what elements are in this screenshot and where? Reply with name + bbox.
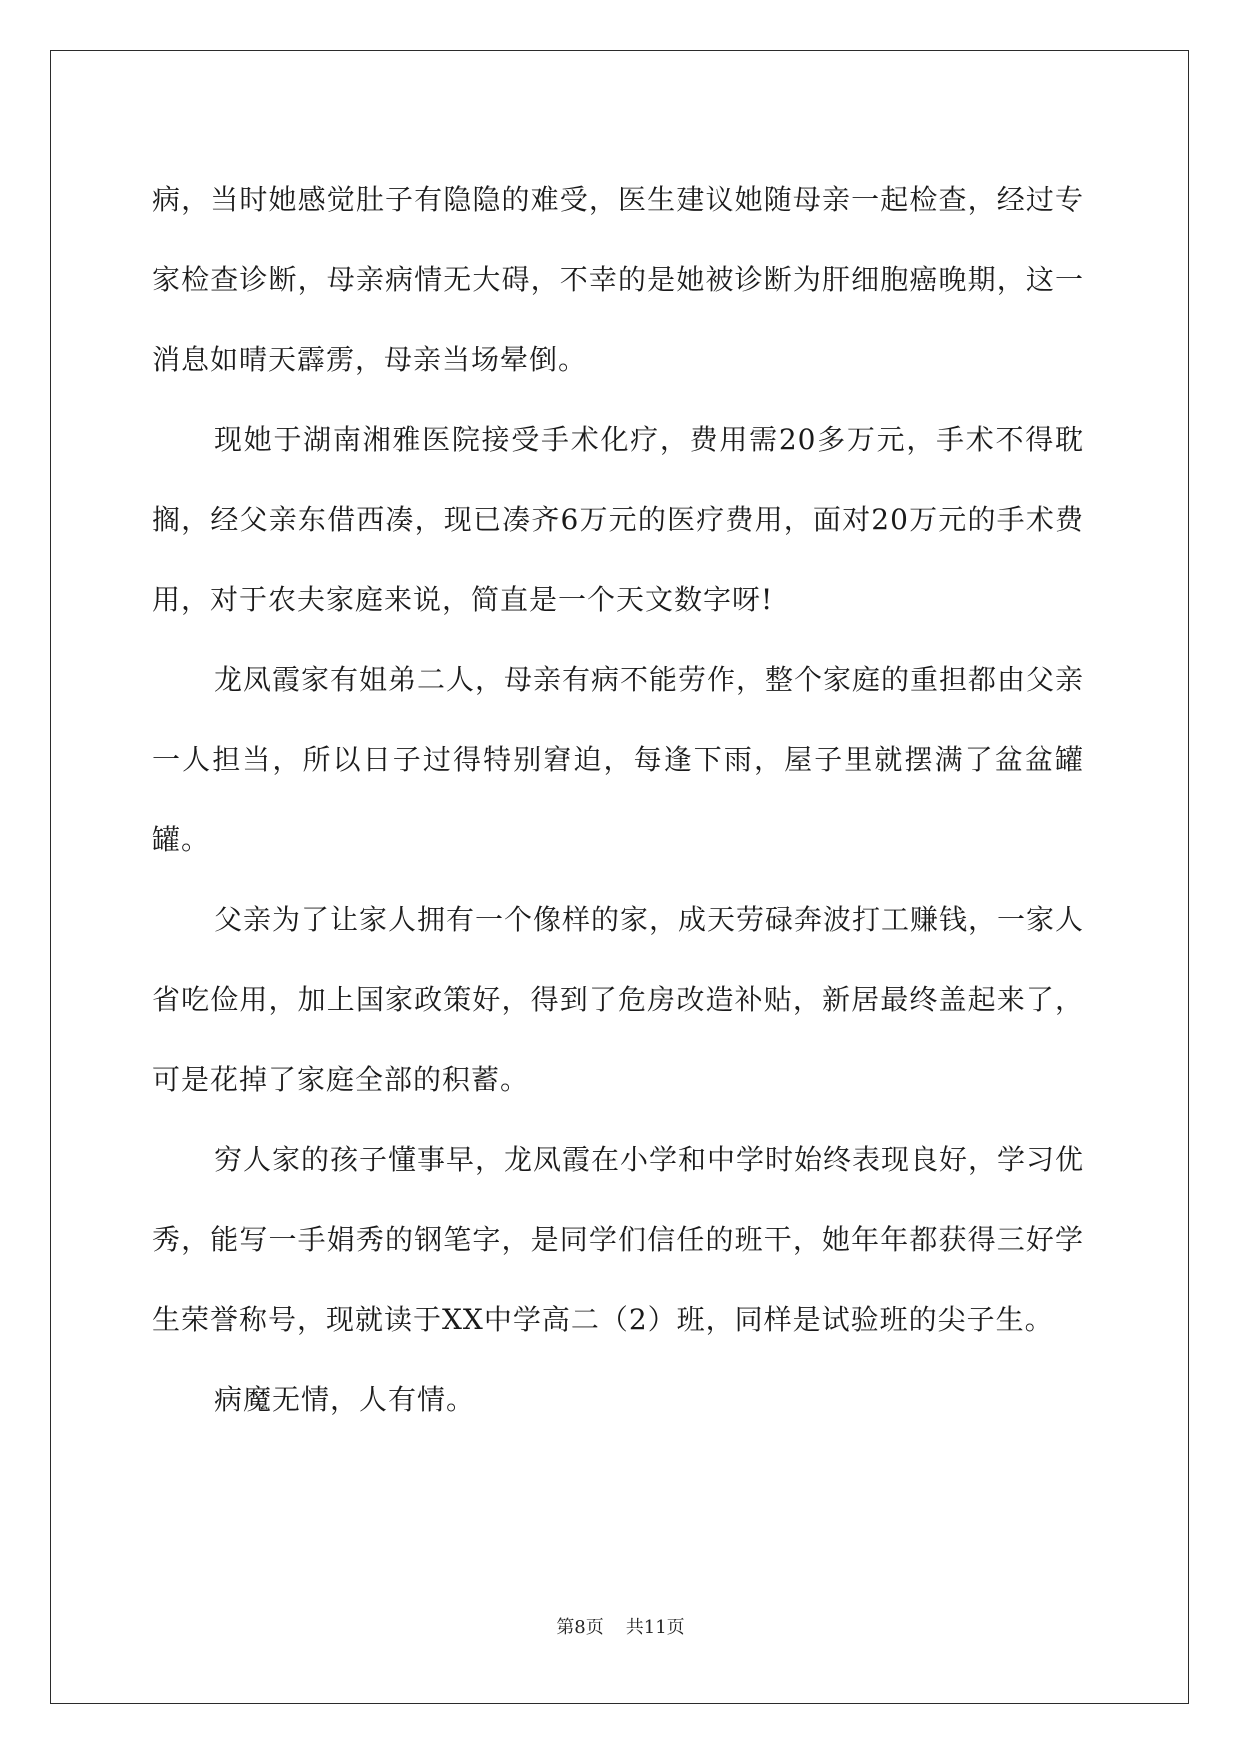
document-body <box>152 160 1084 1440</box>
paragraph: 病魔无情，人有情。 <box>214 1383 476 1416</box>
paragraph-continued: 病，当时她感觉肚子有隐隐的难受，医生建议她随母亲一起检查，经过专家检查诊断，母亲病情无大碍，不幸的是她被诊断为肝细胞癌晚期，这一消息如晴天霹雳，母亲当场晕倒。 <box>152 183 1084 376</box>
paragraph: 龙凤霞家有姐弟二人，母亲有病不能劳作，整个家庭的重担都由父亲一人担当，所以日子过得特别窘迫，每逢下雨，屋子里就摆满了盆盆罐罐。 <box>152 663 1085 856</box>
paragraph: 穷人家的孩子懂事早，龙凤霞在小学和中学时始终表现良好，学习优秀，能写一手娟秀的钢笔字，是同学们信任的班干，她年年都获得三好学生荣誉称号，现就读于XX中学高二（2）班，同样是试验班的尖子生。 <box>152 1143 1085 1336</box>
page-number-total: 共11页 <box>625 1617 685 1638</box>
page-footer <box>0 1616 1241 1640</box>
paragraph: 现她于湖南湘雅医院接受手术化疗，费用需20多万元，手术不得耽搁，经父亲东借西凑，现已凑齐6万元的医疗费用，面对20万元的手术费用，对于农夫家庭来说，简直是一个天文数字呀! <box>152 423 1084 616</box>
paragraph: 父亲为了让家人拥有一个像样的家，成天劳碌奔波打工赚钱，一家人省吃俭用，加上国家政策好，得到了危房改造补贴，新居最终盖起来了，可是花掉了家庭全部的积蓄。 <box>152 903 1085 1096</box>
page-number-current: 第8页 <box>556 1617 604 1638</box>
